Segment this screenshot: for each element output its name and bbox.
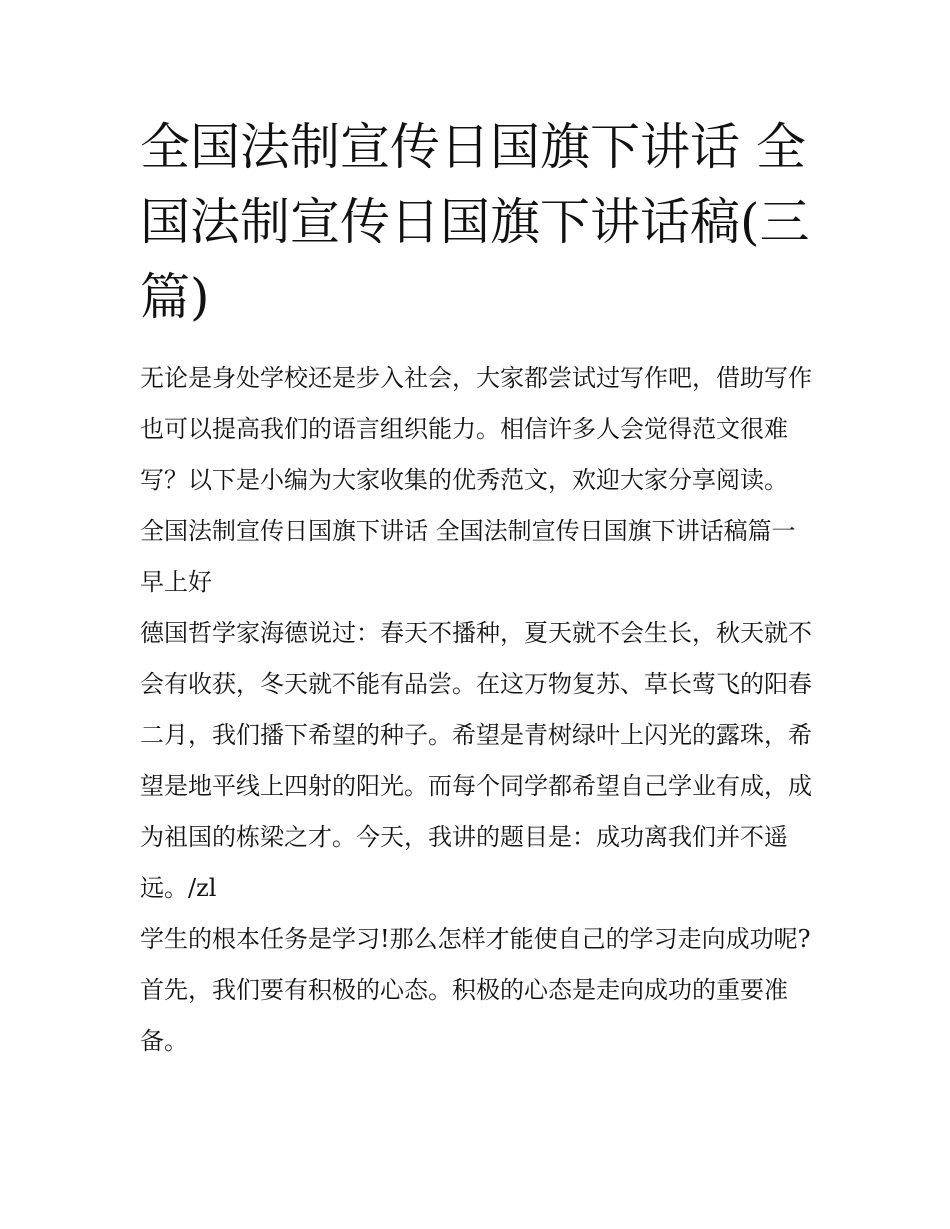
paragraph-intro: 无论是身处学校还是步入社会，大家都尝试过写作吧，借助写作也可以提高我们的语言组织能力。相信许多人会觉得范文很难写？以下是小编为大家收集的优秀范文，欢迎大家分享阅读。: [140, 364, 812, 494]
document-title: 全国法制宣传日国旗下讲话 全国法制宣传日国旗下讲话稿(三篇): [140, 118, 810, 326]
paragraph-study: 学生的根本任务是学习!那么怎样才能使自己的学习走向成功呢? 首先，我们要有积极的心态。积极的心态是走向成功的重要准备。: [140, 925, 811, 1055]
document-page: [140, 110, 815, 1067]
paragraph-heading-one: 全国法制宣传日国旗下讲话 全国法制宣传日国旗下讲话稿篇一 早上好: [140, 517, 796, 596]
paragraph-quote: 德国哲学家海德说过：春天不播种，夏天就不会生长，秋天就不会有收获，冬天就不能有品尝。在这万物复苏、草长莺飞的阳春二月，我们播下希望的种子。希望是青树绿叶上闪光的露珠，希望是地平线上四射的阳光。而每个同学都希望自己学业有成，成为祖国的栋梁之才。今天，我讲的题目是：成功离我们并不遥远。/zl: [140, 619, 812, 902]
